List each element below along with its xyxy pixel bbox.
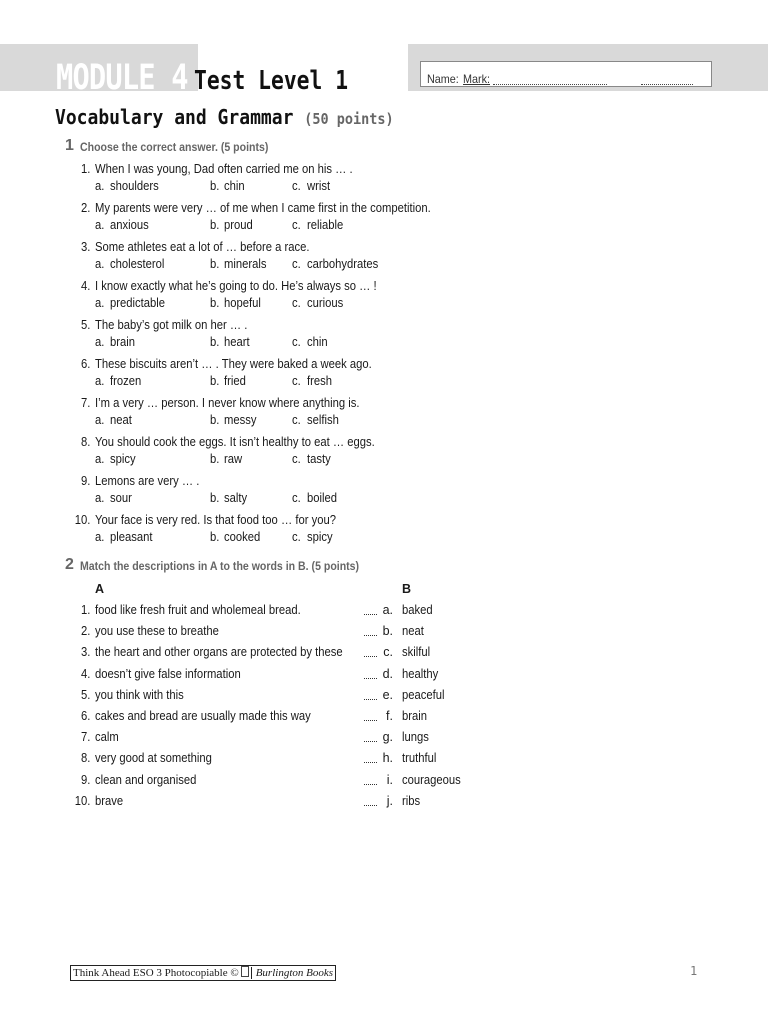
question-stem: Your face is very red. Is that food too … for you? xyxy=(95,513,336,527)
answer-blank[interactable] xyxy=(364,614,377,615)
option-a-label: a. xyxy=(95,413,105,427)
answer-blank[interactable] xyxy=(364,699,377,700)
match-word: peaceful xyxy=(402,687,445,702)
option-a-label: a. xyxy=(95,452,105,466)
option-c-label: c. xyxy=(292,530,301,544)
exercise-1-instruction: Choose the correct answer. (5 points) xyxy=(80,140,269,154)
name-label: Name: xyxy=(427,72,459,86)
option-a[interactable]: predictable xyxy=(110,296,166,310)
match-number: 10. xyxy=(74,793,90,808)
match-description: very good at something xyxy=(95,751,212,766)
option-a[interactable]: cholesterol xyxy=(110,257,165,271)
option-a-label: a. xyxy=(95,296,105,310)
option-b[interactable]: heart xyxy=(224,335,250,349)
option-a[interactable]: frozen xyxy=(110,374,142,388)
option-b-label: b. xyxy=(210,296,220,310)
test-level-title: Test Level 1 xyxy=(194,66,349,96)
option-b[interactable]: minerals xyxy=(224,257,267,271)
section-points: (50 points) xyxy=(304,110,394,128)
match-number: 3. xyxy=(80,645,90,660)
mark-blank[interactable] xyxy=(641,84,693,85)
match-number: 9. xyxy=(80,772,90,787)
option-c-label: c. xyxy=(292,296,301,310)
answer-blank[interactable] xyxy=(364,720,377,721)
option-a[interactable]: spicy xyxy=(110,452,136,466)
match-letter: d. xyxy=(382,666,393,681)
option-c[interactable]: spicy xyxy=(307,530,333,544)
option-c[interactable]: wrist xyxy=(307,179,331,193)
question-stem: When I was young, Dad often carried me on his … . xyxy=(95,162,353,176)
name-blank[interactable] xyxy=(493,84,607,85)
match-description: you use these to breathe xyxy=(95,624,219,639)
exercise-2-instruction: Match the descriptions in A to the words in B. (5 points) xyxy=(80,559,360,573)
question-stem: Lemons are very … . xyxy=(95,474,200,488)
question-number: 7. xyxy=(80,396,90,410)
answer-blank[interactable] xyxy=(364,656,377,657)
match-letter: c. xyxy=(383,645,393,660)
match-word: neat xyxy=(402,624,424,639)
question-stem: The baby’s got milk on her … . xyxy=(95,318,248,332)
question-stem: I’m a very … person. I never know where anything is. xyxy=(95,396,360,410)
option-c-label: c. xyxy=(292,335,301,349)
question-stem: These biscuits aren’t … . They were baked a week ago. xyxy=(95,357,372,371)
match-word: ribs xyxy=(402,793,421,808)
question-number: 3. xyxy=(80,240,90,254)
question-number: 9. xyxy=(80,474,90,488)
option-b-label: b. xyxy=(210,491,220,505)
match-letter: b. xyxy=(382,624,393,639)
match-number: 1. xyxy=(80,603,90,617)
module-title: MODULE 4 xyxy=(56,58,188,98)
option-b[interactable]: hopeful xyxy=(224,296,261,310)
match-letter: j. xyxy=(386,793,393,808)
question-number: 5. xyxy=(80,318,90,332)
option-c[interactable]: reliable xyxy=(307,218,344,232)
question-number: 6. xyxy=(80,357,90,371)
answer-blank[interactable] xyxy=(364,805,377,806)
match-word: skilful xyxy=(402,645,431,660)
option-b-label: b. xyxy=(210,218,220,232)
question-number: 1. xyxy=(80,162,90,176)
question-stem: You should cook the eggs. It isn’t healthy to eat … eggs. xyxy=(95,435,375,449)
option-a-label: a. xyxy=(95,335,105,349)
match-description: doesn’t give false information xyxy=(95,666,241,681)
question-stem: My parents were very … of me when I came first in the competition. xyxy=(95,201,431,215)
match-number: 6. xyxy=(80,709,90,723)
option-c-label: c. xyxy=(292,452,301,466)
match-number: 4. xyxy=(80,666,90,681)
match-letter: h. xyxy=(382,751,393,766)
match-description: food like fresh fruit and wholemeal bread. xyxy=(95,603,301,617)
option-c[interactable]: chin xyxy=(307,335,328,349)
page-number: 1 xyxy=(690,964,698,978)
name-mark-box[interactable] xyxy=(420,61,712,87)
match-word: healthy xyxy=(402,666,439,681)
match-word: baked xyxy=(402,603,433,617)
option-b[interactable]: messy xyxy=(224,413,257,427)
answer-blank[interactable] xyxy=(364,635,377,636)
question-number: 2. xyxy=(80,201,90,215)
option-a-label: a. xyxy=(95,218,105,232)
option-c[interactable]: boiled xyxy=(307,491,338,505)
answer-blank[interactable] xyxy=(364,784,377,785)
answer-blank[interactable] xyxy=(364,678,377,679)
option-a[interactable]: shoulders xyxy=(110,179,159,193)
match-description: you think with this xyxy=(95,687,184,702)
option-a-label: a. xyxy=(95,374,105,388)
option-b[interactable]: chin xyxy=(224,179,245,193)
option-b[interactable]: salty xyxy=(224,491,248,505)
match-number: 2. xyxy=(80,624,90,639)
footer-copyright xyxy=(70,965,336,981)
option-c-label: c. xyxy=(292,413,301,427)
option-b[interactable]: cooked xyxy=(224,530,261,544)
match-letter: a. xyxy=(382,603,393,617)
option-a[interactable]: pleasant xyxy=(110,530,153,544)
match-description: clean and organised xyxy=(95,772,197,787)
option-b-label: b. xyxy=(210,257,220,271)
question-number: 10. xyxy=(74,513,90,527)
match-number: 8. xyxy=(80,751,90,766)
option-b[interactable]: fried xyxy=(224,374,246,388)
match-description: the heart and other organs are protected by these xyxy=(95,645,343,660)
option-c-label: c. xyxy=(292,179,301,193)
match-word: brain xyxy=(402,709,428,723)
option-c-label: c. xyxy=(292,491,301,505)
option-c[interactable]: fresh xyxy=(307,374,333,388)
match-description: cakes and bread are usually made this way xyxy=(95,709,311,723)
column-a-header: A xyxy=(95,582,105,596)
option-b-label: b. xyxy=(210,413,220,427)
answer-blank[interactable] xyxy=(364,741,377,742)
match-letter: g. xyxy=(382,730,393,745)
option-a-label: a. xyxy=(95,530,105,544)
exercise-2-number: 2 xyxy=(65,556,74,573)
match-letter: i. xyxy=(386,772,393,787)
match-number: 5. xyxy=(80,687,90,702)
match-description: brave xyxy=(95,793,124,808)
option-c[interactable]: curious xyxy=(307,296,344,310)
option-a[interactable]: sour xyxy=(110,491,132,505)
column-b-header: B xyxy=(402,582,412,596)
option-b-label: b. xyxy=(210,179,220,193)
option-b-label: b. xyxy=(210,374,220,388)
option-a-label: a. xyxy=(95,257,105,271)
question-stem: I know exactly what he’s going to do. He’s always so … ! xyxy=(95,279,377,293)
match-word: courageous xyxy=(402,772,461,787)
option-b-label: b. xyxy=(210,452,220,466)
match-letter: f. xyxy=(386,709,393,723)
match-number: 7. xyxy=(80,730,90,745)
section-title xyxy=(55,105,394,129)
option-c-label: c. xyxy=(292,218,301,232)
match-word: truthful xyxy=(402,751,437,766)
option-c[interactable]: selfish xyxy=(307,413,339,427)
option-b[interactable]: raw xyxy=(224,452,243,466)
answer-blank[interactable] xyxy=(364,762,377,763)
question-number: 4. xyxy=(80,279,90,293)
option-a[interactable]: neat xyxy=(110,413,132,427)
option-a-label: a. xyxy=(95,179,105,193)
section-title-text: Vocabulary and Grammar xyxy=(55,105,294,129)
mark-label: Mark: xyxy=(463,72,490,86)
match-word: lungs xyxy=(402,730,429,745)
match-letter: e. xyxy=(382,687,393,702)
option-c-label: c. xyxy=(292,374,301,388)
question-number: 8. xyxy=(80,435,90,449)
option-b-label: b. xyxy=(210,335,220,349)
option-a-label: a. xyxy=(95,491,105,505)
option-c[interactable]: carbohydrates xyxy=(307,257,379,271)
footer-box-icon xyxy=(241,966,249,977)
option-c-label: c. xyxy=(292,257,301,271)
footer-text: Think Ahead ESO 3 Photocopiable © xyxy=(73,967,239,979)
footer-publisher: Burlington Books xyxy=(251,967,333,979)
exercise-1-number: 1 xyxy=(65,137,74,154)
option-a[interactable]: anxious xyxy=(110,218,149,232)
match-description: calm xyxy=(95,730,119,745)
option-a[interactable]: brain xyxy=(110,335,136,349)
option-c[interactable]: tasty xyxy=(307,452,331,466)
option-b[interactable]: proud xyxy=(224,218,253,232)
option-b-label: b. xyxy=(210,530,220,544)
question-stem: Some athletes eat a lot of … before a race. xyxy=(95,240,310,254)
